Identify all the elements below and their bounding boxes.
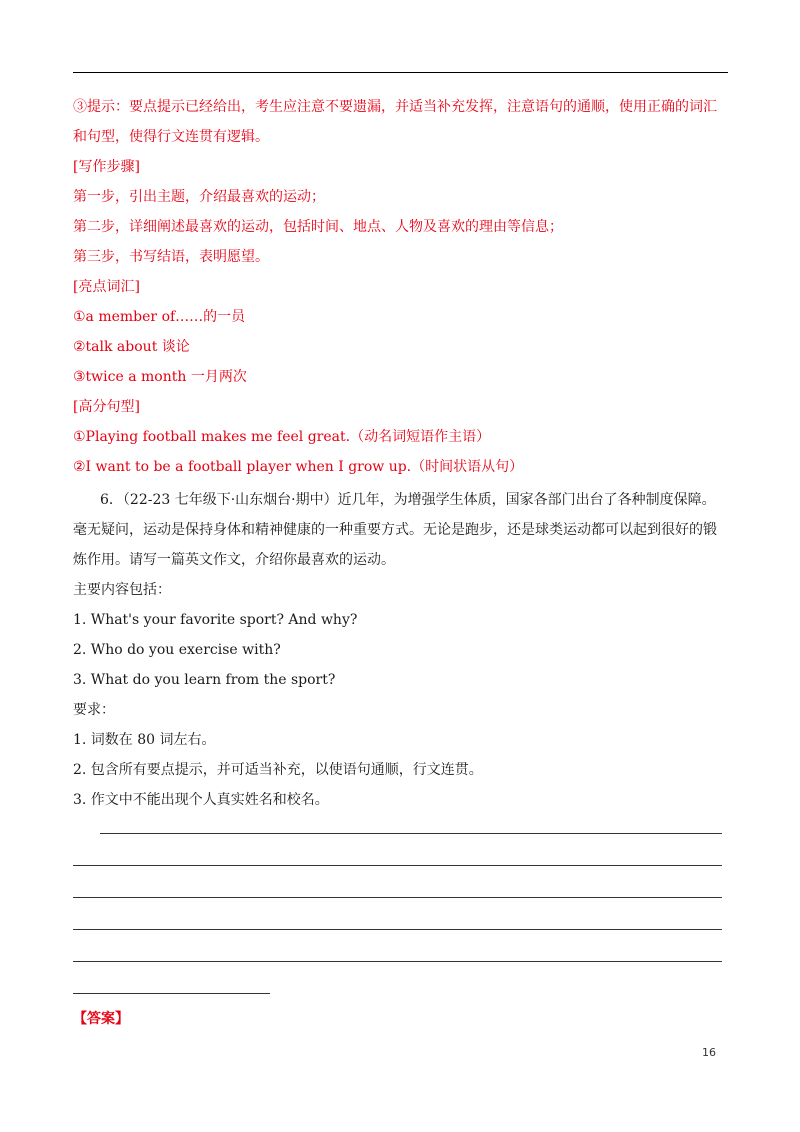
question-line-1: 6．（22-23 七年级下·山东烟台·期中）近几年，为增强学生体质，国家各部门出台了各种制度保障。 [100, 492, 716, 508]
step-item-2: 第二步，详细阐述最喜欢的运动，包括时间、地点、人物及喜欢的理由等信息； [73, 219, 563, 235]
content-item-2: 2. Who do you exercise with? [73, 642, 281, 658]
requirement-item-2: 2. 包含所有要点提示，并可适当补充，以使语句通顺，行文连贯。 [73, 762, 483, 778]
requirement-item-3: 3. 作文中不能出现个人真实姓名和校名。 [73, 792, 329, 808]
writing-line-3 [73, 897, 722, 898]
separator-rule [73, 993, 270, 994]
hint-line-1: ③提示：要点提示已经给出，考生应注意不要遗漏，并适当补充发挥，注意语句的通顺，使用正确的词汇 [73, 99, 717, 115]
steps-heading: [写作步骤] [73, 159, 140, 175]
sentence-item-1: ①Playing football makes me feel great.（动名词短语作主语） [73, 429, 491, 445]
hint-line-2: 和句型，使得行文连贯有逻辑。 [73, 129, 269, 145]
writing-line-4 [73, 929, 722, 930]
question-line-2: 毫无疑问，运动是保持身体和精神健康的一种重要方式。无论是跑步，还是球类运动都可以起到很好的锻 [73, 522, 717, 538]
requirements-heading: 要求： [73, 702, 115, 718]
page-number: 16 [702, 1046, 716, 1059]
header-rule [73, 72, 728, 73]
vocab-item-1: ①a member of……的一员 [73, 309, 246, 325]
content-item-1: 1. What's your favorite sport? And why? [73, 612, 358, 628]
content-heading: 主要内容包括： [73, 582, 171, 598]
vocab-item-3: ③twice a month 一月两次 [73, 369, 247, 385]
sentences-heading: [高分句型] [73, 399, 140, 415]
writing-line-2 [73, 865, 722, 866]
vocab-heading: [亮点词汇] [73, 279, 140, 295]
vocab-item-2: ②talk about 谈论 [73, 339, 190, 355]
answer-label: 【答案】 [73, 1011, 129, 1027]
writing-line-1 [100, 833, 722, 834]
writing-line-5 [73, 961, 722, 962]
step-item-1: 第一步，引出主题，介绍最喜欢的运动； [73, 189, 325, 205]
sentence-item-2: ②I want to be a football player when I grow up.（时间状语从句） [73, 459, 524, 475]
question-line-3: 炼作用。请写一篇英文作文，介绍你最喜欢的运动。 [73, 552, 395, 568]
requirement-item-1: 1. 词数在 80 词左右。 [73, 732, 216, 748]
step-item-3: 第三步，书写结语，表明愿望。 [73, 249, 269, 265]
content-item-3: 3. What do you learn from the sport? [73, 672, 336, 688]
